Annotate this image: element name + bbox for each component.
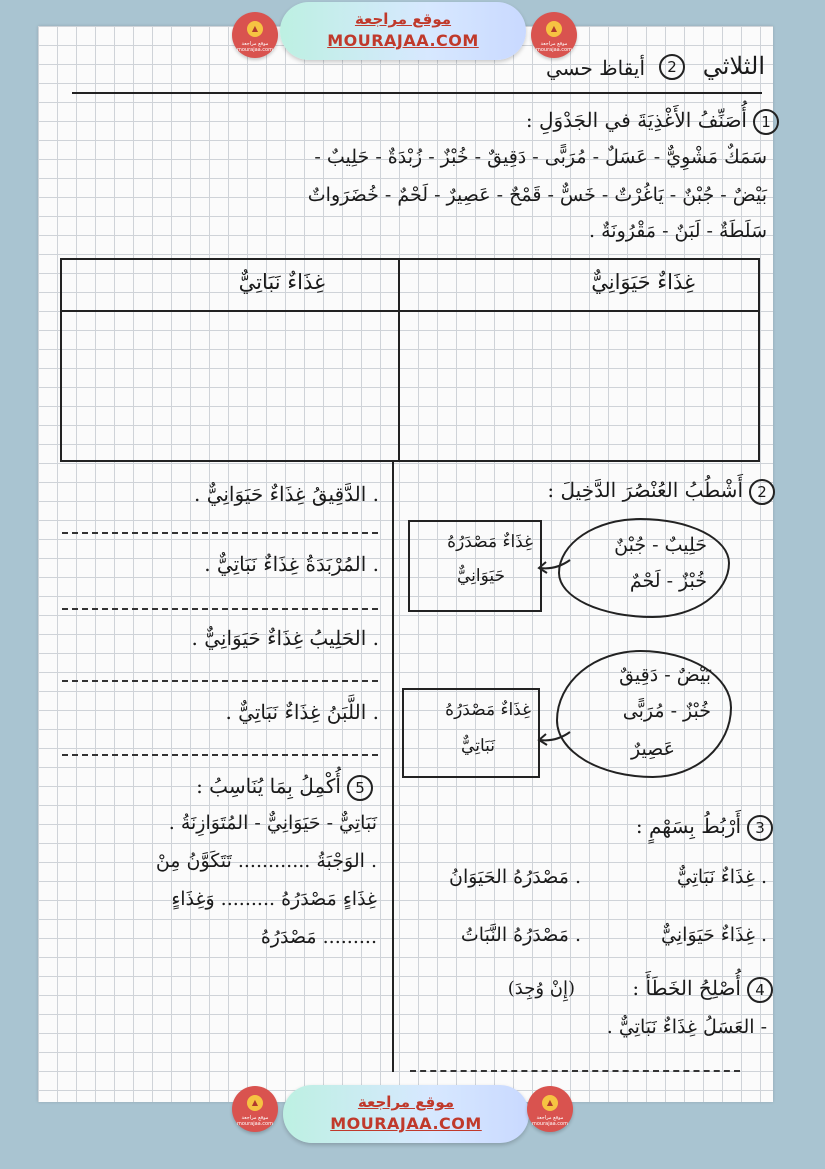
left-sentence-1: . الدَّقِيقُ غِذَاءٌ حَيَوَانِيٌّ . [193,482,379,506]
ex5-prompt: 5أُكْمِلُ بِمَا يُنَاسِبُ : [196,774,373,801]
cloud1-line2[interactable]: خُبْزٌ - لَحْمٌ [629,570,707,592]
left-sentence-3: . الحَلِيبُ غِذَاءٌ حَيَوَانِيٌّ . [191,626,379,650]
left-sentence-2: . المُرْبَدَةُ غِذَاءٌ نَبَاتِيٌّ . [204,552,379,576]
box1-line2: حَيَوَانِيٌّ [456,566,505,586]
watermark-logo-right-bottom: ▲ موقع مراجعة mourajaa.com [527,1086,573,1132]
ex5-line2[interactable]: . الوَجْبَةُ ............ تَتَكَوَّنُ مِنْ [155,850,377,872]
ex1-prompt: 1أُصَنِّفُ الأَغْذِيَةَ في الجَدْوَلِ : [526,108,779,135]
ex4-prompt: 4أُصْلِحُ الخَطَأَ : [632,976,773,1003]
ex4-answer-line[interactable] [410,1070,740,1072]
ex1-words-line1: سَمَكٌ مَشْوِيٌّ - عَسَلٌ - مُرَبًّى - دَقِيقٌ - خُبْزٌ - زُبْدَةٌ - حَلِيبٌ - [314,146,767,168]
watermark-arabic: موقع مراجعة [357,1093,455,1111]
ex5-line1: نَبَاتِيٌّ - حَيَوَانِيٌّ - المُتَوَازِنَةُ . [168,812,377,834]
watermark-logo-right-top: ▲ موقع مراجعة mourajaa.com [531,12,577,58]
table-column-divider [398,258,400,460]
cloud2-line3[interactable]: عَصِيرٌ [630,738,675,760]
left-sentence-4: . اللَّبَنُ غِذَاءٌ نَبَاتِيٌّ . [225,700,379,724]
watermark-logo-left-top: ▲ موقع مراجعة mourajaa.com [232,12,278,58]
watermark-banner-bottom[interactable] [283,1085,529,1143]
table-header-animal: غِذَاءٌ حَيَوَانِيٌّ [591,270,695,294]
answer-line-3[interactable] [62,680,378,682]
cloud-animal-group [558,518,730,618]
ex3-item-animal[interactable]: . غِذَاءٌ حَيَوَانِيٌّ [661,924,767,946]
watermark-arabic: موقع مراجعة [354,10,452,28]
ex1-words-line3: سَلَطَةٌ - لَبَنٌ - مَقْرُونَةٌ . [589,220,767,242]
table-header-plant: غِذَاءٌ نَبَاتِيٌّ [238,270,325,294]
ex3-target-animal-source[interactable]: . مَصْدَرُهُ الحَيَوَانُ [449,866,581,888]
ex4-note: (إِنْ وُجِدَ) [507,978,575,999]
cloud2-line2[interactable]: خُبْزٌ - مُرَبًّى [622,700,711,722]
watermark-banner-top[interactable] [280,2,526,60]
ex3-target-plant-source[interactable]: . مَصْدَرُهُ النَّبَاتُ [460,924,581,946]
ex1-words-line2: بَيْضٌ - جُبْنٌ - يَاغُرْتٌ - خَسٌّ - قَمْحٌ - عَصِيرٌ - لَحْمٌ - خُضَرَواتٌ [307,184,767,206]
header-unit-number: 2 [653,54,685,80]
watermark-latin: MOURAJAA.COM [330,1114,482,1133]
header-rule [72,92,762,94]
cloud2-line1[interactable]: بَيْضٌ - دَقِيقٌ [619,664,711,686]
table-cell-animal[interactable] [404,316,754,456]
ex3-prompt: 3أَرْبُطُ بِسَهْمٍ : [636,814,773,841]
header-unit-title: أيقاظ حسي [545,56,645,80]
answer-line-2[interactable] [62,608,378,610]
page-column-divider [392,462,394,1072]
box1-line1: غِذَاءٌ مَصْدَرُهُ [447,532,533,552]
ex3-item-plant[interactable]: . غِذَاءٌ نَبَاتِيٌّ [676,866,767,888]
box2-line2: نَبَاتِيٌّ [461,736,495,756]
ex2-prompt: 2أَشْطُبُ العُنْصُرَ الدَّخِيلَ : [547,478,775,505]
arrow-left-icon [536,728,572,748]
ex5-line4[interactable]: ......... مَصْدَرُهُ [260,926,377,948]
header-title: الثلاثي [702,52,765,80]
cloud1-line1[interactable]: حَلِيبٌ - جُبْنٌ [614,534,707,556]
watermark-logo-left-bottom: ▲ موقع مراجعة mourajaa.com [232,1086,278,1132]
watermark-latin: MOURAJAA.COM [327,31,479,50]
answer-line-4[interactable] [62,754,378,756]
table-header-rule [60,310,758,312]
ex4-sentence-1: - العَسَلُ غِذَاءٌ نَبَاتِيٌّ . [606,1016,767,1038]
ex5-line3[interactable]: غِذَاءٍ مَصْدَرُهُ ......... وَغِذَاءٍ [171,888,377,910]
answer-line-1[interactable] [62,532,378,534]
box2-line1: غِذَاءٌ مَصْدَرُهُ [445,700,531,720]
table-cell-plant[interactable] [64,316,396,456]
